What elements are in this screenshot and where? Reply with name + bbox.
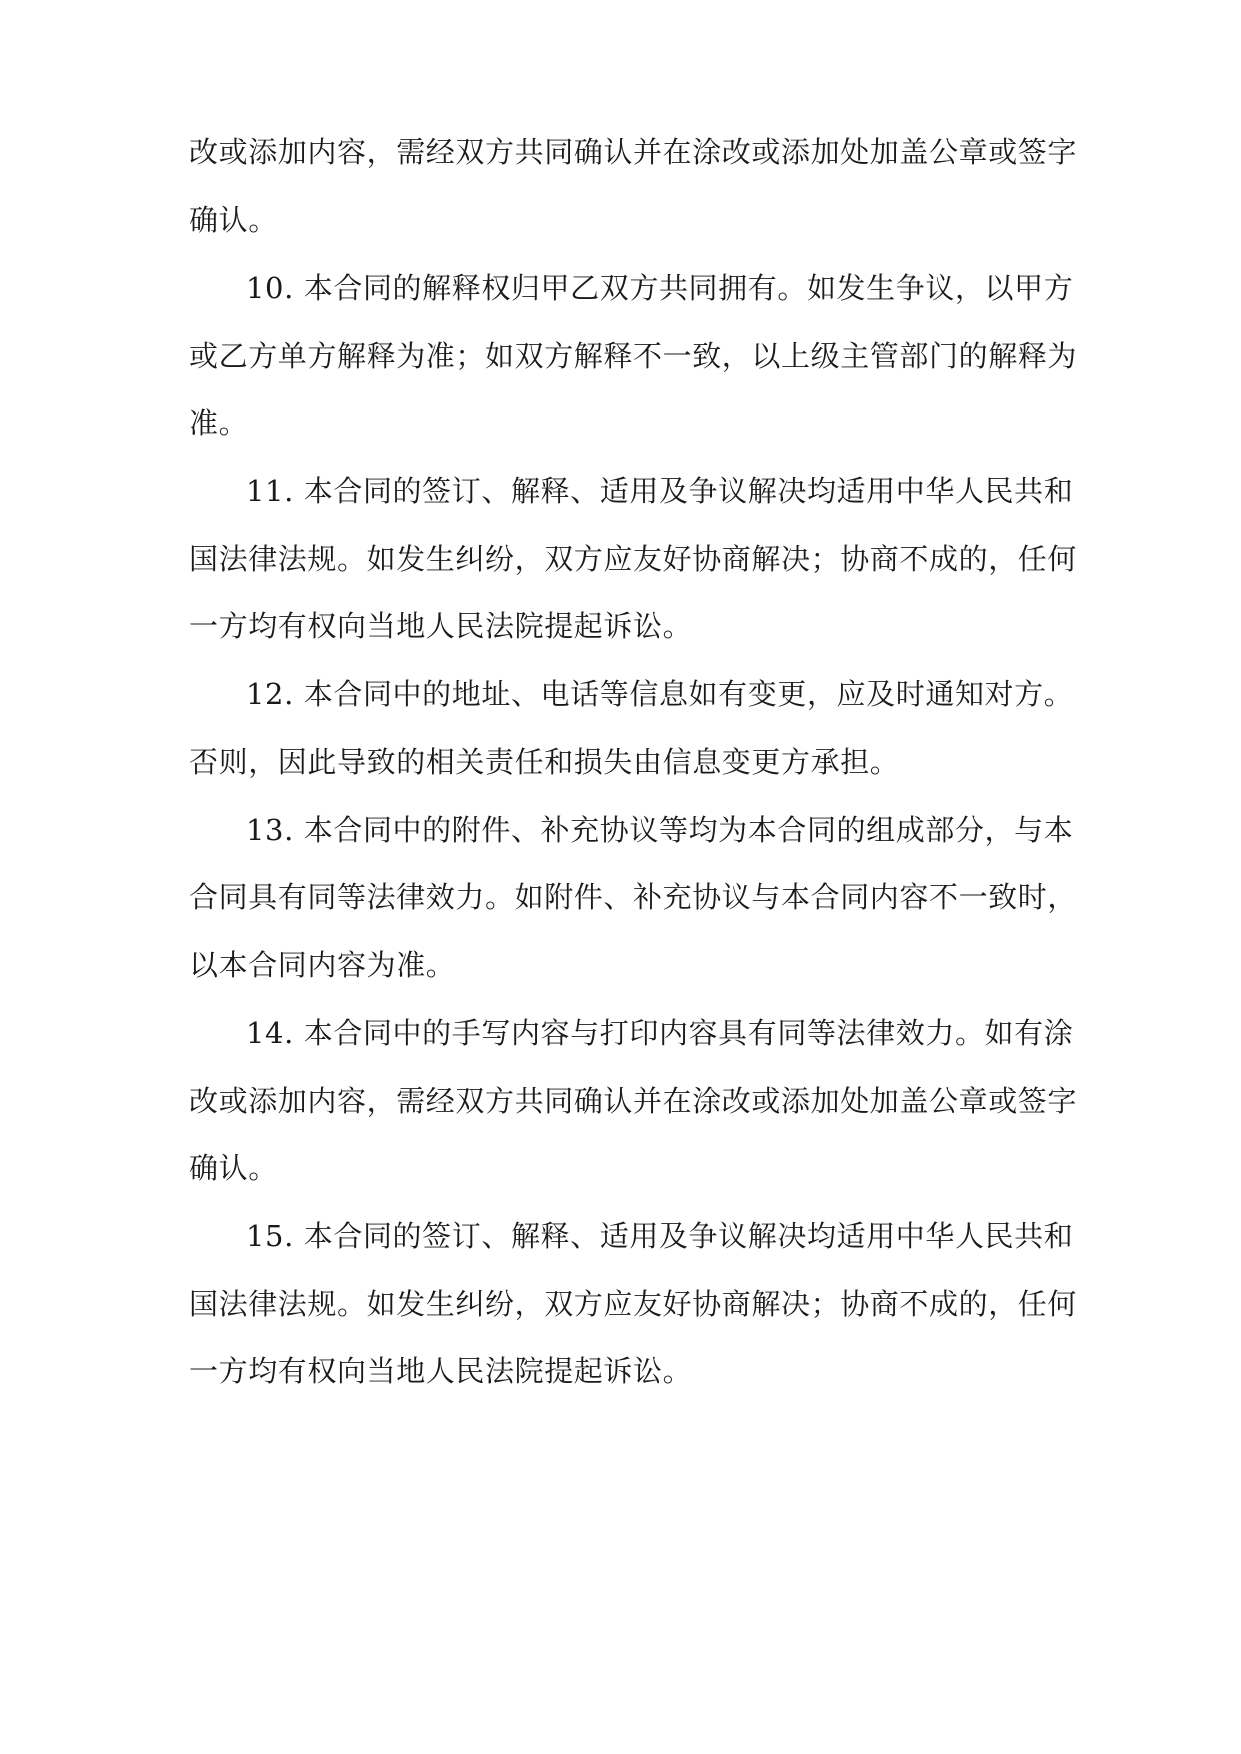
text-line: 一方均有权向当地人民法院提起诉讼。 bbox=[189, 1354, 693, 1388]
clause-13-line: 13. 本合同中的附件、补充协议等均为本合同的组成部分，与本 bbox=[246, 813, 1074, 847]
text-line: 确认。 bbox=[189, 203, 278, 237]
text-line: 准。 bbox=[189, 406, 249, 440]
clause-11-line: 11. 本合同的签订、解释、适用及争议解决均适用中华人民共和 bbox=[246, 474, 1074, 508]
text-line: 或乙方单方解释为准；如双方解释不一致，以上级主管部门的解释为 bbox=[189, 339, 1078, 373]
text-line: 改或添加内容，需经双方共同确认并在涂改或添加处加盖公章或签字 bbox=[189, 1084, 1078, 1118]
clause-10-line: 10. 本合同的解释权归甲乙双方共同拥有。如发生争议，以甲方 bbox=[246, 271, 1074, 305]
text-line: 以本合同内容为准。 bbox=[189, 948, 456, 982]
clause-14-line: 14. 本合同中的手写内容与打印内容具有同等法律效力。如有涂 bbox=[246, 1016, 1074, 1050]
text-line: 确认。 bbox=[189, 1151, 278, 1185]
clause-15-line: 15. 本合同的签订、解释、适用及争议解决均适用中华人民共和 bbox=[246, 1219, 1074, 1253]
text-line: 合同具有同等法律效力。如附件、补充协议与本合同内容不一致时， bbox=[189, 880, 1078, 914]
text-line: 改或添加内容，需经双方共同确认并在涂改或添加处加盖公章或签字 bbox=[189, 135, 1078, 169]
text-line: 否则，因此导致的相关责任和损失由信息变更方承担。 bbox=[189, 745, 900, 779]
text-line: 一方均有权向当地人民法院提起诉讼。 bbox=[189, 609, 693, 643]
clause-12-line: 12. 本合同中的地址、电话等信息如有变更，应及时通知对方。 bbox=[246, 677, 1074, 711]
text-line: 国法律法规。如发生纠纷，双方应友好协商解决；协商不成的，任何 bbox=[189, 542, 1078, 576]
text-line: 国法律法规。如发生纠纷，双方应友好协商解决；协商不成的，任何 bbox=[189, 1287, 1078, 1321]
